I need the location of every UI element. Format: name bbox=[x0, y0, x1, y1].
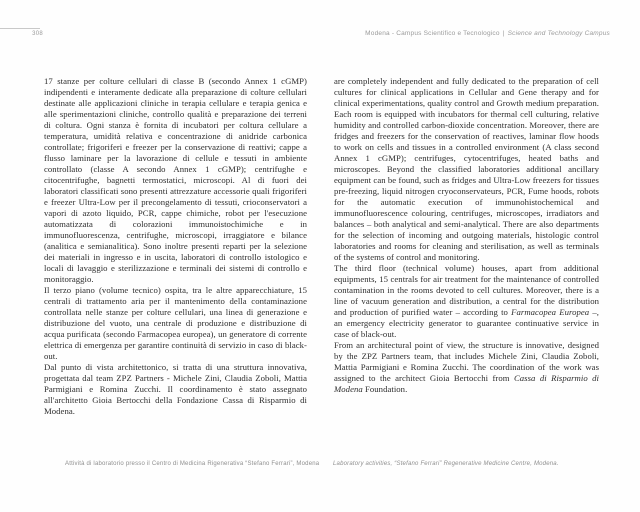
caption-italian: Attività di laboratorio presso il Centro di Medicina Rigenerativa “Stefano Ferrari”, Modena bbox=[65, 461, 320, 467]
english-text-column: are completely independent and fully dedicated to the preparation of cell cultures for clinical applications in Cellular and Gene therapy and for clinical experimentations, quality control and Growth medium preparation. Each room is equipped with incubators for thermal cell culturing, relative humidity and controlled carbon-dioxide concentration. Moreover, there are fridges and freezers for the conservation of reactives, laminar flow hoods to work on cells and tissues in a controlled environment (A class second Annex 1 cGMP); centrifuges, cytocentrifuges, heated baths and microscopes. Beyond the classified laboratories additional ancillary equipment can be found, such as fridges and Ultra-Low freezers for tissues pre-freezing, liquid nitrogen cryoconservateurs, PCR, Fume hoods, robots for the automatic execution of immunohistochemical and immunofluorescence colouring, centrifuges, microscopes, irradiators and balances – both analytical and semi-analytical. There are also departments for the selection of incoming and outgoing materials, histologic control laboratories and rooms for cleaning and sterilisation, as well as terminals of the systems of control and monitoring. The third floor (technical volume) houses, apart from additional equipments, 15 centrals for air treatment for the maintenance of controlled contamination in the rooms devoted to cell cultures. Moreover, there is a line of vacuum generation and distribution, a central for the distribution and production of purified water – according to Farmacopea Europea –, an emergency electricity generator to guarantee continuative service in case of black-out. From an architectural point of view, the structure is innovative, designed by the ZPZ Partners team, that includes Michele Zini, Claudia Zoboli, Mattia Parmigiani e Romina Zucchi. The coordination of the work was assigned to the architect Gioia Bertocchi from Cassa di Risparmio di Modena Foundation. bbox=[334, 76, 600, 394]
italian-text-column: 17 stanze per colture cellulari di classe B (secondo Annex 1 cGMP) indipendenti e interamente dedicate alla preparazione di colture cellulari destinate alle applicazioni cliniche in terapia cellulare e terapia genica e alle sperimentazioni cliniche, controllo qualità e preparazione dei terreni di coltura. Ogni stanza è fornita di incubatori per coltura cellulare a temperatura, umidità relativa e concentrazione di anidride carbonica controllate; frigoriferi e freezer per la conservazione di reattivi; cappe a flusso laminare per la lavorazione di cellule e tessuti in ambiente controllato (classe A secondo Annex 1 cGMP); centrifughe e citocentrifughe, bagnetti termostatici, microscopi. Al di fuori dei laboratori classificati sono presenti attrezzature accessorie quali frigoriferi e freezer Ultra-Low per il precongelamento di tessuti, crioconservatori a vapori di azoto liquido, PCR, cappe chimiche, robot per l'esecuzione automatizzata di colorazioni immunoistochimiche e in immunofluorescenza, centrifughe, microscopi, irraggiatore e bilance (analitica e semianalitica). Sono inoltre presenti reparti per la selezione dei materiali in ingresso e in uscita, laboratori di controllo istologico e locali di lavaggio e sterilizzazione e terminali dei sistemi di controllo e monitoraggio. Il terzo piano (volume tecnico) ospita, tra le altre apparecchiature, 15 centrali di trattamento aria per il mantenimento della contaminazione controllata nelle stanze per colture cellulari, una linea di generazione e distribuzione del vuoto, una centrale di produzione e distribuzione di acqua purificata (secondo Farmacopea europea), un generatore di corrente elettrica di emergenza per garantire continuità di servizio in caso di black-out. Dal punto di vista architettonico, si tratta di una struttura innovativa, progettata dal team ZPZ Partners - Michele Zini, Claudia Zoboli, Mattia Parmigiani e Romina Zucchi. Il coordinamento è stato assegnato all'architetto Gioia Bertocchi della Fondazione Cassa di Risparmio di Modena. bbox=[44, 76, 307, 416]
running-header-separator: | bbox=[502, 30, 505, 37]
running-header-english: Science and Technology Campus bbox=[507, 30, 610, 37]
caption-english: Laboratory activities, “Stefano Ferrari” Regenerative Medicine Centre, Modena. bbox=[333, 461, 559, 467]
page-number: 308 bbox=[32, 31, 43, 37]
folio-rule bbox=[0, 28, 40, 29]
running-header-italian: Modena - Campus Scientifico e Tecnologico bbox=[365, 30, 500, 37]
running-header bbox=[365, 30, 610, 37]
